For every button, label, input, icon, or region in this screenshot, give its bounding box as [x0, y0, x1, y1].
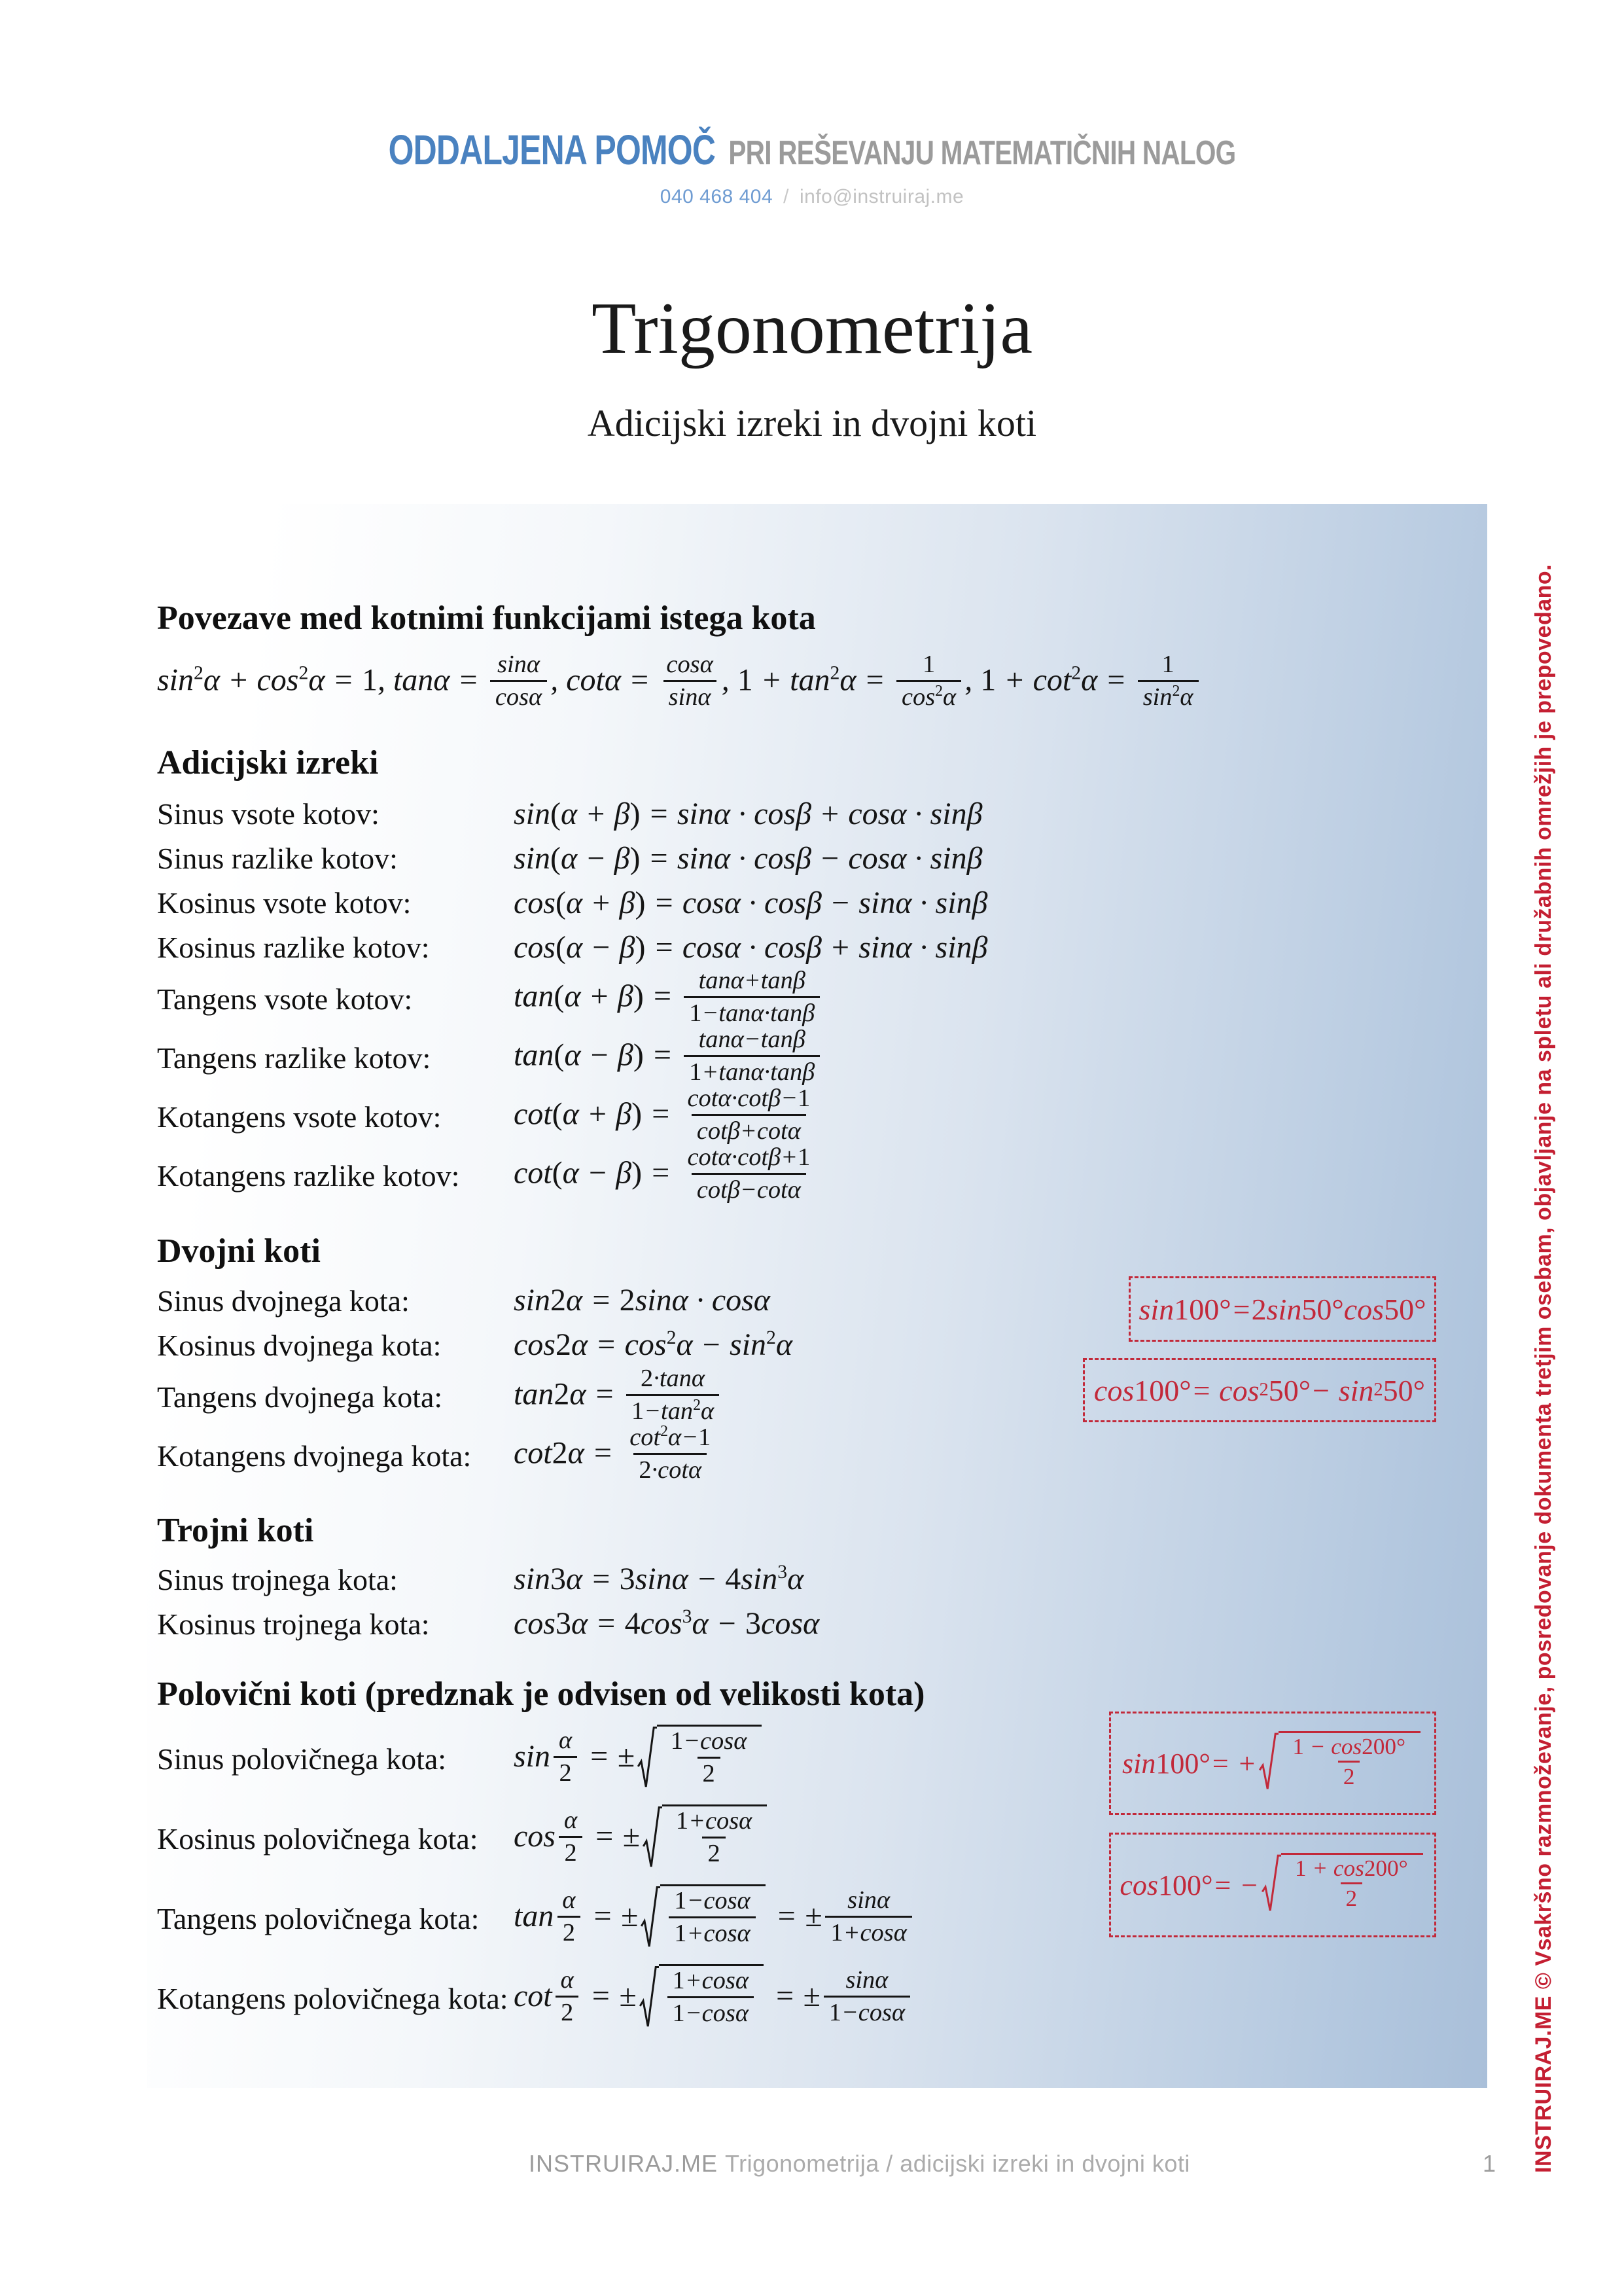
highlight-box-1: sin 100° = 2 sin 50° cos 50° [1129, 1276, 1436, 1342]
section-heading: Polovični koti (predznak je odvisen od velikosti kota) [157, 1676, 925, 1713]
section-trojni [157, 1511, 1487, 1646]
row-formula: cos(α − β) = cosα · cosβ + sinα · sinβ [514, 929, 988, 965]
row-formula: sin2α = 2sinα · cosα [514, 1283, 770, 1318]
formula-row [157, 1602, 1487, 1646]
formula-row [157, 1085, 1487, 1147]
row-label: Kotangens dvojnega kota: [157, 1439, 472, 1473]
fraction: $\frac{2\cdot\tan\alpha}{1-\tan^2\alpha}$ [626, 1365, 719, 1426]
row-formula: $\cos 2\alpha = \cos^2\alpha - \sin^2\alpha$ [514, 1327, 793, 1363]
radical-icon [637, 1725, 657, 1790]
fraction: $\frac{\alpha}{2}$ [554, 1727, 577, 1787]
row-formula: tan(α − β) = $\frac{\tan\alpha-\tan\beta}{1+\tan\alpha\cdot\tan\beta}$ [514, 1028, 823, 1088]
formula-row [157, 925, 1487, 970]
formula-row [157, 1959, 1487, 2039]
footer-page-number: 1 [1482, 2150, 1496, 2177]
fraction: $\frac{1 - \cos 200^\circ}{2}$ [1292, 1733, 1406, 1789]
fraction: $\frac{\alpha}{2}$ [556, 1966, 579, 2027]
brand-primary: ODDALJENA POMOČ [388, 126, 716, 173]
contact-separator: / [783, 186, 789, 207]
content-area [147, 504, 1487, 2088]
section-heading: Povezave med kotnimi funkcijami istega kota [157, 600, 816, 637]
fraction: $\frac{\tan\alpha+\tan\beta}{1-\tan\alpha\cdot\tan\beta}$ [684, 967, 820, 1028]
row-formula: tan2α = $\frac{2\cdot\tan\alpha}{1-\tan^2\alpha}$ [514, 1367, 722, 1427]
row-label: Sinus trojnega kota: [157, 1562, 398, 1596]
fraction: $\frac{\cot\alpha\cdot\cot\beta+1}{\cot\beta-\cot\alpha}$ [687, 1143, 811, 1204]
row-formula: cot(α + β) = $\frac{\cot\alpha\cdot\cot\beta-1}{\cot\beta+\cot\alpha}$ [514, 1086, 819, 1147]
row-label: Tangens razlike kotov: [157, 1041, 431, 1075]
section-heading: Dvojni koti [157, 1232, 321, 1270]
row-label: Kosinus dvojnega kota: [157, 1328, 442, 1362]
fraction: $\frac{\alpha}{2}$ [559, 1806, 582, 1867]
footer-site: INSTRUIRAJ.ME [529, 2150, 718, 2177]
row-label: Kotangens vsote kotov: [157, 1100, 442, 1134]
formula-row [157, 1143, 1487, 1206]
highlight-box-3: sin 100° = + $\frac{1 - \cos 200^\circ}{2}$ [1109, 1712, 1436, 1815]
fraction: $\frac{1-\cos\alpha}{1+\cos\alpha}$ [669, 1887, 755, 1948]
fraction: $\frac{\cos\alpha}{\sin\alpha}$ [661, 651, 718, 711]
radical-icon [641, 1884, 660, 1950]
row-label: Kotangens razlike kotov: [157, 1159, 460, 1193]
formula-row [157, 1557, 1487, 1602]
page-subtitle: Adicijski izreki in dvojni koti [587, 402, 1037, 444]
fraction: $\frac{\cot\alpha\cdot\cot\beta-1}{\cot\beta+\cot\alpha}$ [687, 1085, 811, 1145]
fraction: $\frac{1 + \cos 200^\circ}{2}$ [1294, 1855, 1408, 1911]
row-label: Kosinus polovičnega kota: [157, 1822, 478, 1856]
fraction: $\frac{1+\cos\alpha}{2}$ [675, 1806, 752, 1867]
fraction: $\frac{1+\cos\alpha}{1-\cos\alpha}$ [667, 1967, 754, 2028]
fraction: $\frac{\tan\alpha-\tan\beta}{1+\tan\alpha\cdot\tan\beta}$ [684, 1026, 820, 1086]
fraction: $\frac{1}{\sin^2\alpha}$ [1138, 651, 1199, 711]
fraction: $\frac{1-\cos\alpha}{2}$ [670, 1727, 747, 1787]
radical-icon [643, 1804, 662, 1870]
square-root [1259, 1731, 1421, 1792]
square-root [641, 1884, 765, 1950]
row-formula: cos $\frac{\alpha}{2}$ = ± $\frac{1+\cos\alpha}{2}$ [514, 1806, 769, 1872]
section-heading: Adicijski izreki [157, 744, 379, 781]
highlight-box-2: cos 100° = cos 2 50° − sin 2 50° [1083, 1358, 1436, 1422]
formula-row [157, 1423, 1487, 1485]
header-brand [179, 126, 1445, 174]
page-title: Trigonometrija [591, 288, 1033, 369]
section-heading: Trojni koti [157, 1512, 314, 1550]
row-label: Kosinus trojnega kota: [157, 1607, 430, 1641]
row-formula: tan(α + β) = $\frac{\tan\alpha+\tan\beta}{1-\tan\alpha\cdot\tan\beta}$ [514, 969, 823, 1030]
row-formula: $\cos 3\alpha = 4\cos^3\alpha - 3\cos\alpha$ [514, 1605, 820, 1641]
highlight-box-4: cos 100° = − $\frac{1 + \cos 200^\circ}{2}$ [1109, 1833, 1436, 1937]
formula-row [157, 967, 1487, 1029]
row-formula: $\sin 3\alpha = 3\sin\alpha - 4\sin^3\alpha$ [514, 1561, 804, 1597]
row-label: Sinus polovičnega kota: [157, 1742, 447, 1776]
footer-document-title: Trigonometrija / adicijski izreki in dvojni koti [725, 2150, 1190, 2177]
section-adicijski [157, 744, 1487, 1206]
square-root [1262, 1853, 1423, 1914]
row-label: Sinus vsote kotov: [157, 797, 380, 831]
row-formula: sin(α − β) = sinα · cosβ − cosα · sinβ [514, 840, 983, 876]
header-contact [0, 186, 1624, 208]
row-label: Tangens vsote kotov: [157, 982, 413, 1016]
formula-row [157, 792, 1487, 836]
row-formula: tan $\frac{\alpha}{2}$ = ± $\frac{1-\cos\alpha}{1+\cos\alpha}$ = ± $\frac{\sin\alpha}{1+\cos\alpha}$ [514, 1886, 915, 1952]
square-root [637, 1725, 762, 1790]
fraction: $\frac{\sin\alpha}{1-\cos\alpha}$ [824, 1966, 910, 2027]
formula: $\sin^2\alpha + \cos^2\alpha = 1$, tanα = $\frac{\sin\alpha}{\cos\alpha}$ , cotα = $\frac{\cos\alpha}{\sin\alpha}$ , $1 + \tan^2\alpha$ = $\frac{1}{\cos^2\alpha}$ , $1 + \cot^2\alpha$ = $\frac{1}{\sin^2\alpha}$ [157, 653, 1487, 713]
fraction: $\frac{\sin\alpha}{1+\cos\alpha}$ [825, 1886, 911, 1947]
copyright-watermark: INSTRUIRAJ.ME © Vsakršno razmnoževanje, posredovanje dokumenta tretjim osebam, objavljanje na spletu ali družabnih omrežjih je prepovedano. [1531, 564, 1556, 2173]
fraction: $\frac{\alpha}{2}$ [557, 1886, 580, 1947]
formula-row [157, 1026, 1487, 1088]
fraction: $\frac{\cot^2\alpha-1}{2\cdot\cot\alpha}$ [629, 1423, 711, 1484]
row-label: Sinus dvojnega kota: [157, 1283, 410, 1318]
fraction: $\frac{\sin\alpha}{\cos\alpha}$ [490, 651, 547, 711]
square-root [643, 1804, 767, 1870]
formula-row [157, 881, 1487, 925]
phone-number: 040 468 404 [660, 186, 773, 207]
row-label: Kosinus vsote kotov: [157, 886, 412, 920]
row-formula: cos(α + β) = cosα · cosβ − sinα · sinβ [514, 885, 988, 920]
row-label: Tangens polovičnega kota: [157, 1902, 480, 1936]
formula-row [157, 836, 1487, 881]
square-root [639, 1964, 764, 2030]
radical-icon [1259, 1731, 1279, 1792]
radical-icon [1262, 1853, 1281, 1914]
row-formula: cot2α = $\frac{\cot^2\alpha-1}{2\cdot\cot\alpha}$ [514, 1426, 719, 1486]
radical-icon [639, 1964, 659, 2030]
row-label: Kosinus razlike kotov: [157, 931, 430, 965]
section-povezave [157, 599, 1487, 713]
row-formula: cot $\frac{\alpha}{2}$ = ± $\frac{1+\cos\alpha}{1-\cos\alpha}$ = ± $\frac{\sin\alpha}{1-\cos\alpha}$ [514, 1966, 913, 2032]
row-label: Sinus razlike kotov: [157, 842, 398, 876]
fraction: $\frac{1}{\cos^2\alpha}$ [896, 651, 961, 711]
brand-secondary: PRI REŠEVANJU MATEMATIČNIH NALOG [728, 134, 1236, 172]
row-formula: sin(α + β) = sinα · cosβ + cosα · sinβ [514, 796, 983, 831]
row-label: Kotangens polovičnega kota: [157, 1982, 508, 2016]
email-address: info@instruiraj.me [799, 186, 964, 207]
row-formula: cot(α − β) = $\frac{\cot\alpha\cdot\cot\beta+1}{\cot\beta-\cot\alpha}$ [514, 1145, 819, 1206]
row-formula: sin $\frac{\alpha}{2}$ = ± $\frac{1-\cos\alpha}{2}$ [514, 1727, 764, 1792]
row-label: Tangens dvojnega kota: [157, 1380, 443, 1414]
